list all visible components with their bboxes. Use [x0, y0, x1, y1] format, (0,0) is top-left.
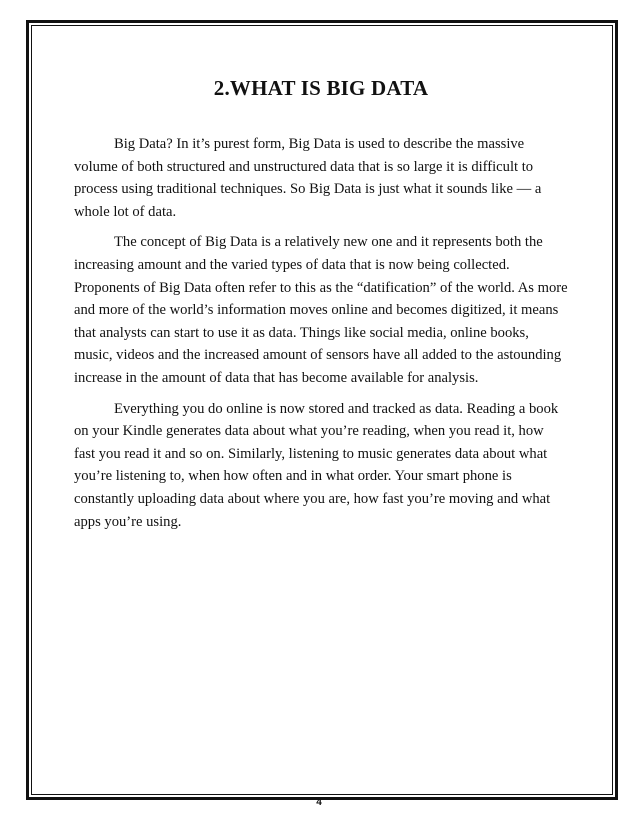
page-number: 4	[316, 797, 322, 808]
page-content	[74, 76, 568, 541]
page-title: 2.WHAT IS BIG DATA	[213, 76, 429, 100]
paragraph-definition: Big Data? In it’s purest form, Big Data is used to describe the massive volume of both structured and unstructured data that is so large it is difficult to process using traditional techniques. So Big Data is just what it sounds like — a whole lot of data.	[74, 136, 542, 220]
paragraph-examples: Everything you do online is now stored and tracked as data. Reading a book on your Kindle generates data about what you’re reading, when you read it, how fast you read it and so on. Similarly, listening to music generates data about what you’re listening to, when how often and in what order. Your smart phone is constantly uploading data about where you are, how fast you’re moving and what apps you’re using.	[74, 400, 559, 530]
paragraph-concept: The concept of Big Data is a relatively new one and it represents both the increasing amount and the varied types of data that is now being collected. Proponents of Big Data often refer to this as the “datification” of the world. As more and more of the world’s information moves online and becomes digitized, it means that analysts can start to use it as data. Things like social media, online books, music, videos and the increased amount of sensors have all added to the astounding increase in the amount of data that has become available for analysis.	[74, 234, 568, 386]
